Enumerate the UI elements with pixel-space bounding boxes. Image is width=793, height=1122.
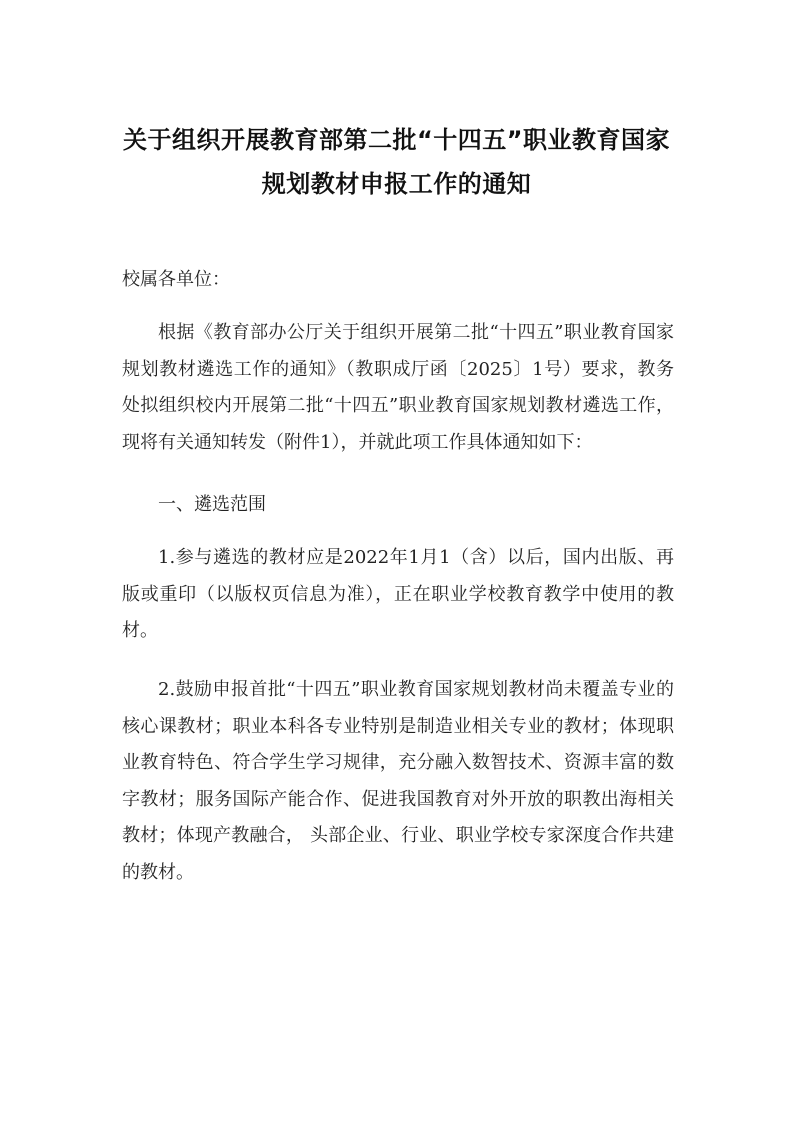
list-item-1: 1.参与遴选的教材应是2022年1月1（含）以后，国内出版、再版或重印（以版权页信息为准），正在职业学校教育教学中使用的教材。: [122, 547, 674, 642]
document-title-line-2: 规划教材申报工作的通知: [261, 170, 532, 198]
salutation: 校属各单位：: [122, 269, 230, 290]
document-title-line-1: 关于组织开展教育部第二批“十四五”职业教育国家: [122, 126, 671, 154]
intro-paragraph: 根据《教育部办公厅关于组织开展第二批“十四五”职业教育国家规划教材遴选工作的通知》（教职成厅函〔2025〕1号）要求，教务处拟组织校内开展第二批“十四五”职业教育国家规划教材遴选工作，现将有关通知转发（附件1），并就此项工作具体通知如下：: [122, 322, 674, 453]
list-item-2: 2.鼓励申报首批“十四五”职业教育国家规划教材尚未覆盖专业的核心课教材；职业本科各专业特别是制造业相关专业的教材；体现职业教育特色、符合学生学习规律，充分融入数智技术、资源丰富的数字教材；服务国际产能合作、促进我国教育对外开放的职教出海相关教材；体现产教融合， 头部企业、行业、职业学校专家深度合作共建的教材。: [122, 679, 674, 883]
section-heading: 一、遴选范围: [158, 494, 266, 515]
